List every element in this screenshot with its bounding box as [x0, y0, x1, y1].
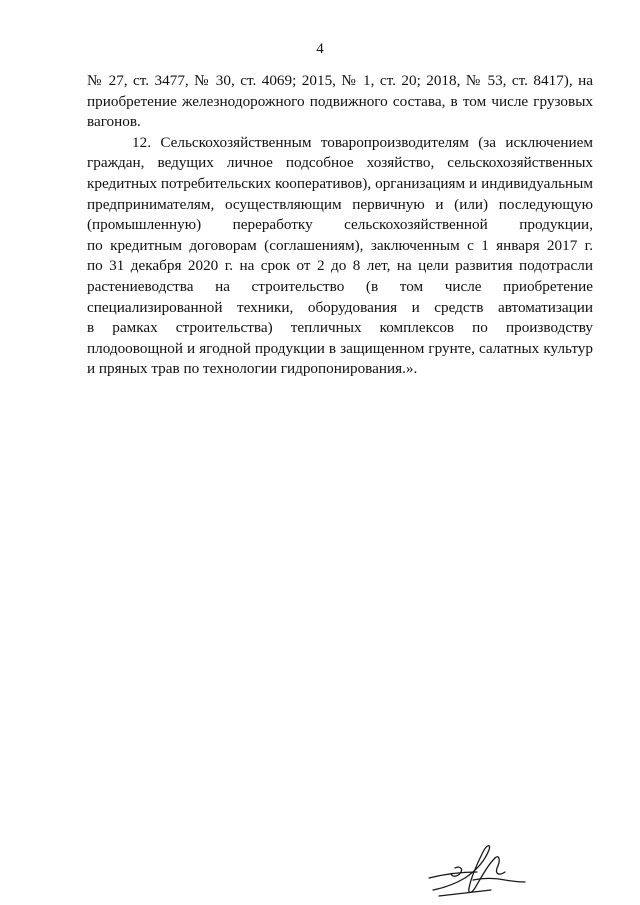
text-line: и пряных трав по технологии гидропонирования.».	[87, 360, 418, 378]
text-line: граждан, ведущих личное подсобное хозяйство, сельскохозяйственных	[87, 154, 593, 172]
page-number: 4	[316, 41, 324, 57]
text-line: специализированной техники, оборудования и средств автоматизации	[87, 298, 593, 316]
text-line: предпринимателям, осуществляющим первичную и (или) последующую	[87, 195, 593, 213]
document-body	[87, 71, 593, 380]
text-line: кредитных потребительских кооперативов), организациям и индивидуальным	[87, 174, 593, 192]
text-line: в рамках строительства) тепличных комплексов по производству	[87, 319, 593, 337]
text-line: вагонов.	[87, 113, 141, 131]
text-line: (промышленную) переработку сельскохозяйственной продукции,	[87, 216, 593, 234]
text-line: плодоовощной и ягодной продукции в защищенном грунте, салатных культур	[87, 339, 593, 357]
paragraph-12-first-line: 12. Сельскохозяйственным товаропроизводителям (за исключением	[132, 133, 593, 151]
text-line: приобретение железнодорожного подвижного состава, в том числе грузовых	[87, 92, 593, 110]
text-line: по 31 декабря 2020 г. на срок от 2 до 8 лет, на цели развития подотрасли	[87, 257, 593, 275]
text-line: растениеводства на строительство (в том числе приобретение	[87, 277, 593, 295]
text-line: по кредитным договорам (соглашениям), заключенным с 1 января 2017 г.	[87, 236, 593, 254]
handwritten-signature-icon	[425, 838, 535, 900]
text-line: № 27, ст. 3477, № 30, ст. 4069; 2015, № 1, ст. 20; 2018, № 53, ст. 8417), на	[87, 72, 593, 89]
